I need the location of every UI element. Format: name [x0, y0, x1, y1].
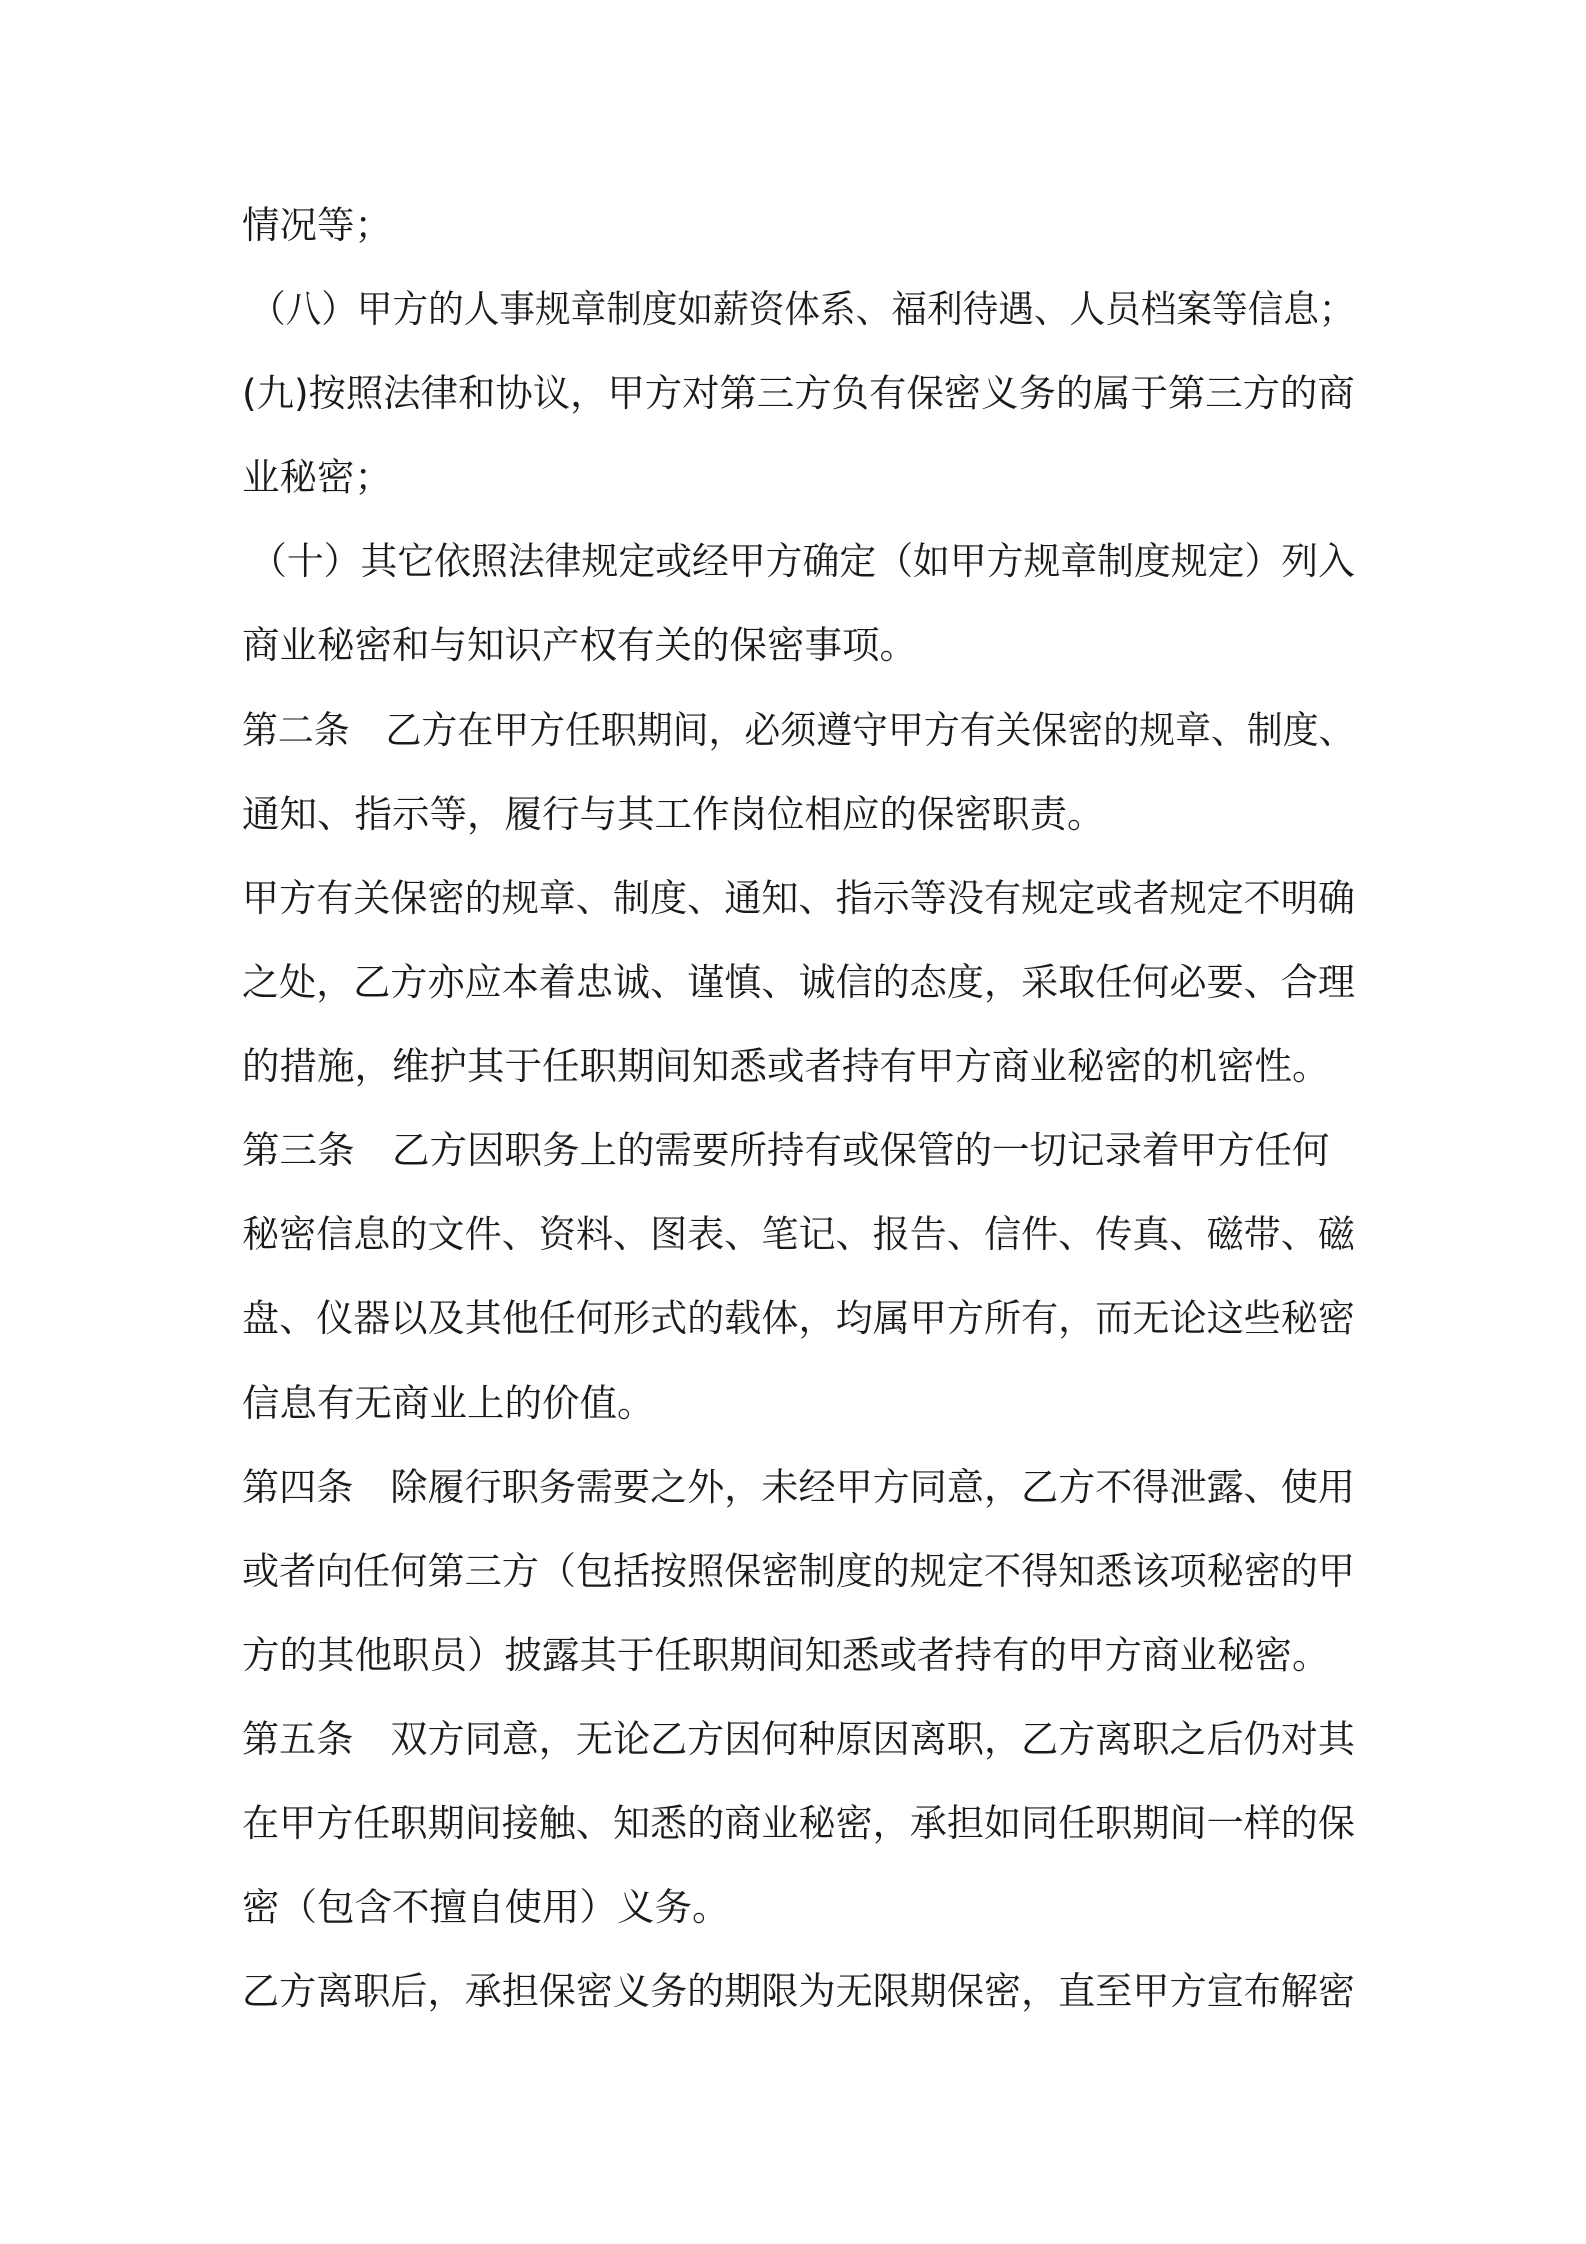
text-line: (九)按照法律和协议，甲方对第三方负有保密义务的属于第三方的商 — [242, 371, 1355, 415]
text-line: 方的其他职员）披露其于任职期间知悉或者持有的甲方商业秘密。 — [242, 1633, 1330, 1677]
text-line: 密（包含不擅自使用）义务。 — [242, 1885, 730, 1929]
text-line: 在甲方任职期间接触、知悉的商业秘密，承担如同任职期间一样的保 — [242, 1801, 1355, 1845]
text-line: 第五条 双方同意，无论乙方因何种原因离职，乙方离职之后仍对其 — [242, 1717, 1355, 1761]
text-line: 信息有无商业上的价值。 — [242, 1381, 655, 1425]
text-line: 第四条 除履行职务需要之外，未经甲方同意，乙方不得泄露、使用 — [242, 1465, 1355, 1509]
text-line: 第二条 乙方在甲方任职期间，必须遵守甲方有关保密的规章、制度、 — [242, 708, 1355, 752]
text-line: 盘、仪器以及其他任何形式的载体，均属甲方所有，而无论这些秘密 — [242, 1296, 1355, 1340]
text-line: 之处，乙方亦应本着忠诚、谨慎、诚信的态度，采取任何必要、合理 — [242, 960, 1355, 1004]
text-line: 第三条 乙方因职务上的需要所持有或保管的一切记录着甲方任何 — [242, 1128, 1330, 1172]
text-line: 甲方有关保密的规章、制度、通知、指示等没有规定或者规定不明确 — [242, 876, 1355, 920]
text-line: （十）其它依照法律规定或经甲方确定（如甲方规章制度规定）列入 — [250, 539, 1355, 583]
text-line: 的措施，维护其于任职期间知悉或者持有甲方商业秘密的机密性。 — [242, 1044, 1330, 1088]
text-line: 通知、指示等，履行与其工作岗位相应的保密职责。 — [242, 792, 1105, 836]
text-line: 业秘密； — [242, 455, 392, 499]
text-line: 情况等； — [242, 203, 392, 247]
text-line: 秘密信息的文件、资料、图表、笔记、报告、信件、传真、磁带、磁 — [242, 1212, 1355, 1256]
text-line: 商业秘密和与知识产权有关的保密事项。 — [242, 623, 917, 667]
text-line: （八）甲方的人事规章制度如薪资体系、福利待遇、人员档案等信息； — [250, 287, 1355, 331]
text-line: 乙方离职后，承担保密义务的期限为无限期保密，直至甲方宣布解密 — [242, 1969, 1355, 2013]
text-line: 或者向任何第三方（包括按照保密制度的规定不得知悉该项秘密的甲 — [242, 1549, 1355, 1593]
